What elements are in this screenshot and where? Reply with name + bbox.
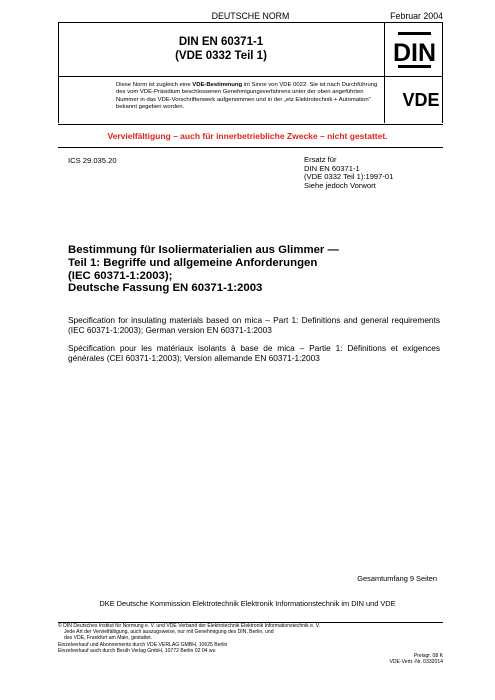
title-line: Deutsche Fassung EN 60371-1:2003	[68, 282, 263, 295]
title-line: Bestimmung für Isoliermaterialien aus Glimmer —	[68, 244, 339, 256]
vde-logo	[392, 90, 450, 108]
header-bar	[58, 0, 443, 23]
separator	[58, 76, 443, 77]
replacement-info	[304, 156, 393, 190]
price-info	[389, 653, 443, 665]
frame-divider	[384, 22, 385, 123]
separator	[58, 147, 443, 148]
footer-line: © DIN Deutsches Institut für Normung e. V. und VDE Verband der Elektrotechnik Elektronik Informationstechnik e. V.	[58, 623, 321, 629]
replacement-line: (VDE 0332 Teil 1):1997-01	[304, 172, 394, 182]
copyright-footer	[58, 623, 412, 654]
replacement-line: DIN EN 60371-1	[304, 163, 360, 173]
vde-number: (VDE 0332 Teil 1)	[175, 50, 267, 62]
order-number: VDE-Vertr.-Nr. 0332014	[389, 659, 443, 666]
footer-line: Einzelverkauf auch durch Beuth Verlag GmbH, 10772 Berlin 02 04 wu	[58, 647, 216, 654]
svg-text:DIN: DIN	[392, 39, 437, 67]
vde-notice	[116, 82, 384, 112]
ics-code: ICS 29.035.20	[68, 156, 117, 165]
footer-line: Jede Art der Vervielfältigung, auch auszugsweise, nur mit Genehmigung des DIN, Berlin, und	[64, 629, 274, 636]
title-english: Specification for insulating materials based on mica – Part 1: Definitions and general requirements (IEC 60371-1:2003); German version EN 60371-1:2003	[68, 315, 440, 335]
replacement-line: Siehe jedoch Vorwort	[304, 180, 376, 190]
title-line: Teil 1: Begriffe und allgemeine Anforderungen	[68, 256, 318, 269]
title-german	[68, 244, 438, 295]
separator	[58, 124, 443, 125]
din-logo	[386, 24, 443, 76]
reproduction-notice: Vervielfältigung – auch für innerbetriebliche Zwecke – nicht gestattet.	[107, 131, 388, 141]
svg-text:VDE: VDE	[402, 90, 440, 108]
committee-name: DKE Deutsche Kommission Elektrotechnik Elektronik Informationstechnik im DIN und VDE	[99, 599, 396, 608]
standard-number-block	[58, 24, 384, 76]
replacement-line: Ersatz für	[304, 155, 337, 164]
footer-line: Einzelverkauf und Abonnements durch VDE VERLAG GMBH, 10625 Berlin	[58, 641, 228, 648]
notice-text-2: im Sinne von VDE 0022. Sie ist nach Durchführung des vom VDE-Präsidium beschlossenen Genehmigungsverfahrens unter der oben angeführten Nummer in das VDE-Vorschriftenwerk aufgenommen und in der „etz Elektrotechnik + Automation“ bekannt gegeben worden.	[116, 82, 378, 111]
vde-logo-icon	[392, 90, 450, 108]
notice-text-1: Diese Norm ist zugleich eine	[116, 82, 193, 88]
title-line: (IEC 60371-1:2003);	[68, 269, 173, 282]
title-french: Spécification pour les matériaux isolants à base de mica – Partie 1: Définitions et exigences générales (CEI 60371-1:2003); Version allemande EN 60371-1:2003	[68, 343, 440, 363]
norm-type: DEUTSCHE NORM	[211, 11, 290, 21]
price-group: Preisgr. 08 K	[413, 653, 443, 659]
din-logo-icon	[386, 24, 443, 76]
notice-bold: VDE-Bestimmung	[192, 82, 243, 88]
issue-date: Februar 2004	[390, 11, 443, 21]
standard-number: DIN EN 60371-1	[178, 36, 264, 48]
footer-line: des VDE, Frankfurt am Main, gestattet.	[64, 635, 153, 642]
total-pages: Gesamtumfang 9 Seiten	[357, 574, 437, 583]
